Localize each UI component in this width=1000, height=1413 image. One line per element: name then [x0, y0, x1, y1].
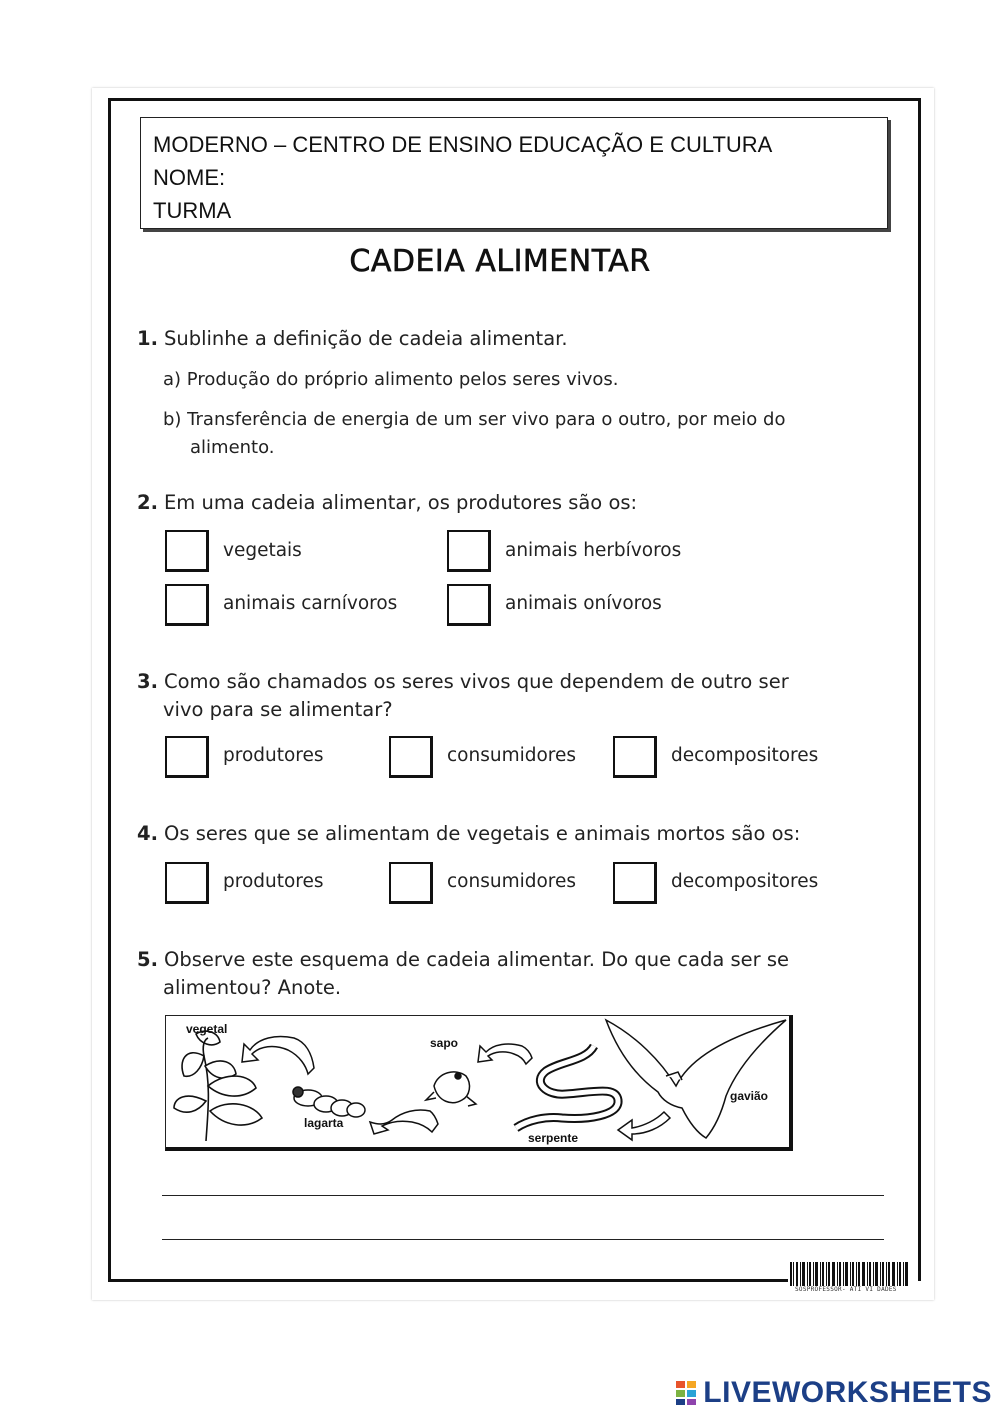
- question-1: [137, 327, 568, 350]
- question-text: Em uma cadeia alimentar, os produtores são os:: [163, 491, 638, 514]
- question-text: Sublinhe a definição de cadeia alimentar.: [163, 327, 568, 350]
- barcode: [790, 1262, 908, 1286]
- question-text: Como são chamados os seres vivos que dependem de outro ser: [163, 670, 789, 693]
- q4-checkbox-decompositores[interactable]: [613, 862, 657, 904]
- question-number: 1.: [137, 327, 158, 350]
- q3-label-decompositores: decompositores: [671, 745, 819, 766]
- answer-line-1[interactable]: [162, 1195, 884, 1196]
- frame-bottom-line: [108, 1279, 788, 1282]
- question-number: 3.: [137, 670, 158, 693]
- question-text: Os seres que se alimentam de vegetais e animais mortos são os:: [163, 822, 801, 845]
- name-label: NOME:: [153, 165, 226, 190]
- hawk-illustration: [606, 1020, 786, 1138]
- q3-checkbox-produtores[interactable]: [165, 736, 209, 778]
- arrow-icon: [618, 1112, 670, 1140]
- q3-checkbox-consumidores[interactable]: [389, 736, 433, 778]
- plant-illustration: [174, 1031, 262, 1141]
- q2-checkbox-onivoros[interactable]: [447, 584, 491, 626]
- answer-line-2[interactable]: [162, 1239, 884, 1240]
- q1-option-b-cont[interactable]: alimento.: [190, 437, 275, 458]
- caterpillar-illustration: [293, 1087, 365, 1117]
- question-5-cont: alimentou? Anote.: [163, 976, 342, 999]
- liveworksheets-wordmark: LIVEWORKSHEETS: [703, 1376, 992, 1409]
- q2-label-onivoros: animais onívoros: [505, 593, 662, 614]
- label-gaviao: gavião: [730, 1089, 769, 1103]
- question-2: [137, 491, 637, 514]
- food-chain-illustration: [166, 1016, 788, 1146]
- class-label: TURMA: [153, 198, 232, 223]
- q3-label-consumidores: consumidores: [447, 745, 577, 766]
- q2-label-herbivoros: animais herbívoros: [505, 540, 682, 561]
- liveworksheets-logo[interactable]: [675, 1376, 992, 1410]
- q2-checkbox-herbivoros[interactable]: [447, 530, 491, 572]
- question-text: Observe este esquema de cadeia alimentar. Do que cada ser se: [163, 948, 789, 971]
- q4-checkbox-produtores[interactable]: [165, 862, 209, 904]
- school-name: MODERNO – CENTRO DE ENSINO EDUCAÇÃO E CULTURA: [153, 132, 773, 157]
- q3-checkbox-decompositores[interactable]: [613, 736, 657, 778]
- arrow-icon: [478, 1044, 532, 1064]
- question-number: 2.: [137, 491, 158, 514]
- label-sapo: sapo: [430, 1036, 459, 1050]
- q2-checkbox-vegetais[interactable]: [165, 530, 209, 572]
- q4-label-consumidores: consumidores: [447, 871, 577, 892]
- food-chain-diagram: [165, 1015, 793, 1151]
- q3-label-produtores: produtores: [223, 745, 324, 766]
- question-number: 4.: [137, 822, 158, 845]
- q4-label-decompositores: decompositores: [671, 871, 819, 892]
- frog-illustration: [426, 1072, 476, 1106]
- question-3: [137, 670, 789, 693]
- q1-option-b[interactable]: b) Transferência de energia de um ser vivo para o outro, por meio do: [163, 409, 786, 430]
- q1-option-a[interactable]: a) Produção do próprio alimento pelos seres vivos.: [163, 369, 619, 390]
- question-3-cont: vivo para se alimentar?: [163, 698, 393, 721]
- question-5: [137, 948, 789, 971]
- page-title: CADEIA ALIMENTAR: [349, 244, 651, 279]
- label-vegetal: vegetal: [186, 1022, 228, 1036]
- q2-label-vegetais: vegetais: [223, 540, 302, 561]
- arrow-icon: [370, 1110, 438, 1134]
- q2-checkbox-carnivoros[interactable]: [165, 584, 209, 626]
- question-4: [137, 822, 800, 845]
- barcode-caption: SOSPROFESSOR- ATI VI DADES: [795, 1286, 897, 1293]
- header-box: [140, 117, 888, 229]
- arrow-icon: [242, 1037, 314, 1075]
- label-lagarta: lagarta: [304, 1116, 344, 1130]
- q4-label-produtores: produtores: [223, 871, 324, 892]
- label-serpente: serpente: [528, 1131, 579, 1145]
- q4-checkbox-consumidores[interactable]: [389, 862, 433, 904]
- q2-label-carnivoros: animais carnívoros: [223, 593, 398, 614]
- liveworksheets-icon: [675, 1380, 699, 1406]
- question-number: 5.: [137, 948, 158, 971]
